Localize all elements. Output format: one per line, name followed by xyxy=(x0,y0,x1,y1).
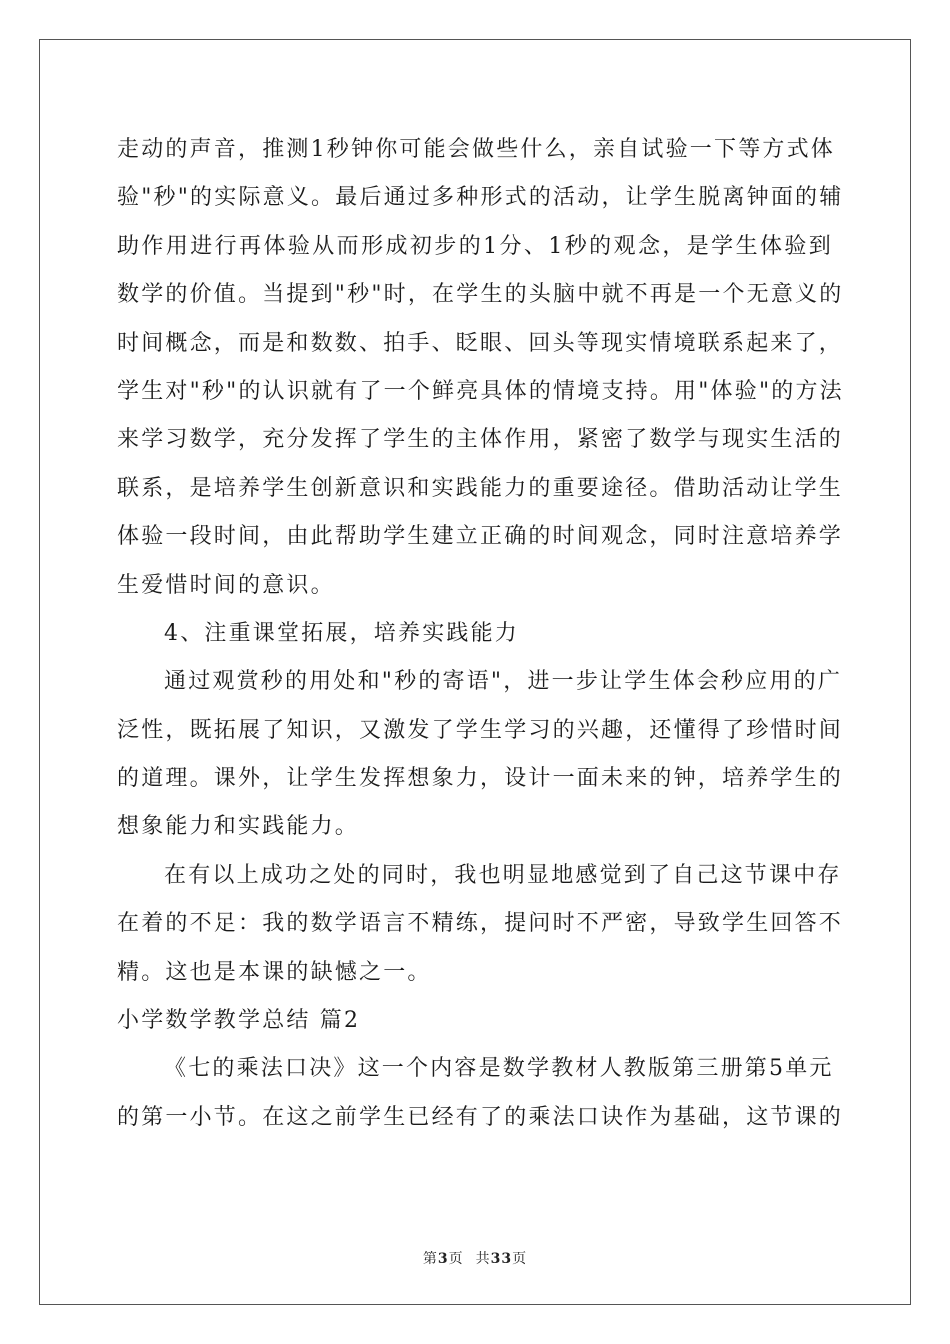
text-line: 通过观赏秒的用处和"秒的寄语"，进一步让学生体会秒应用的广 xyxy=(164,669,843,695)
text-line: 助作用进行再体验从而形成初步的1分、1秒的观念，是学生体验到 xyxy=(117,233,833,259)
text-line: 《七的乘法口决》这一个内容是数学教材人教版第三册第5单元 xyxy=(164,1056,834,1082)
document-body xyxy=(117,126,844,1142)
text-line: 想象能力和实践能力。 xyxy=(117,814,360,840)
text-line: 体验一段时间，由此帮助学生建立正确的时间观念，同时注意培养学 xyxy=(117,524,844,550)
text-line: 的第一小节。在这之前学生已经有了的乘法口诀作为基础，这节课的 xyxy=(117,1104,844,1130)
page-footer xyxy=(0,1248,950,1268)
text-line: 的道理。课外，让学生发挥想象力，设计一面未来的钟，培养学生的 xyxy=(117,766,844,792)
text-line: 走动的声音，推测1秒钟你可能会做些什么，亲自试验一下等方式体 xyxy=(117,137,835,162)
page-prefix: 第 xyxy=(422,1251,438,1267)
text-line: 验"秒"的实际意义。最后通过多种形式的活动，让学生脱离钟面的辅 xyxy=(117,185,844,211)
text-line: 在着的不足：我的数学语言不精练，提问时不严密，导致学生回答不 xyxy=(117,911,844,937)
section-heading: 4、注重课堂拓展，培养实践能力 xyxy=(164,620,519,646)
total-prefix: 共 xyxy=(475,1251,491,1267)
total-pages: 33 xyxy=(490,1251,513,1267)
page-suffix: 页 xyxy=(448,1251,464,1267)
text-line: 学生对"秒"的认识就有了一个鲜亮具体的情境支持。用"体验"的方法 xyxy=(117,378,844,404)
text-line: 在有以上成功之处的同时，我也明显地感觉到了自己这节课中存 xyxy=(164,862,842,888)
total-suffix: 页 xyxy=(512,1251,528,1267)
text-line: 精。这也是本课的缺憾之一。 xyxy=(117,959,432,985)
text-line: 泛性，既拓展了知识，又激发了学生学习的兴趣，还懂得了珍惜时间 xyxy=(117,717,844,743)
page-number: 3 xyxy=(437,1251,449,1267)
text-line: 来学习数学，充分发挥了学生的主体作用，紧密了数学与现实生活的 xyxy=(117,427,844,453)
text-line: 时间概念，而是和数数、拍手、眨眼、回头等现实情境联系起来了， xyxy=(117,330,844,356)
text-line: 数学的价值。当提到"秒"时，在学生的头脑中就不再是一个无意义的 xyxy=(117,282,844,308)
text-line: 联系，是培养学生创新意识和实践能力的重要途径。借助活动让学生 xyxy=(117,475,844,501)
text-line: 生爱惜时间的意识。 xyxy=(117,572,335,598)
article-heading: 小学数学教学总结 篇2 xyxy=(117,1008,361,1034)
